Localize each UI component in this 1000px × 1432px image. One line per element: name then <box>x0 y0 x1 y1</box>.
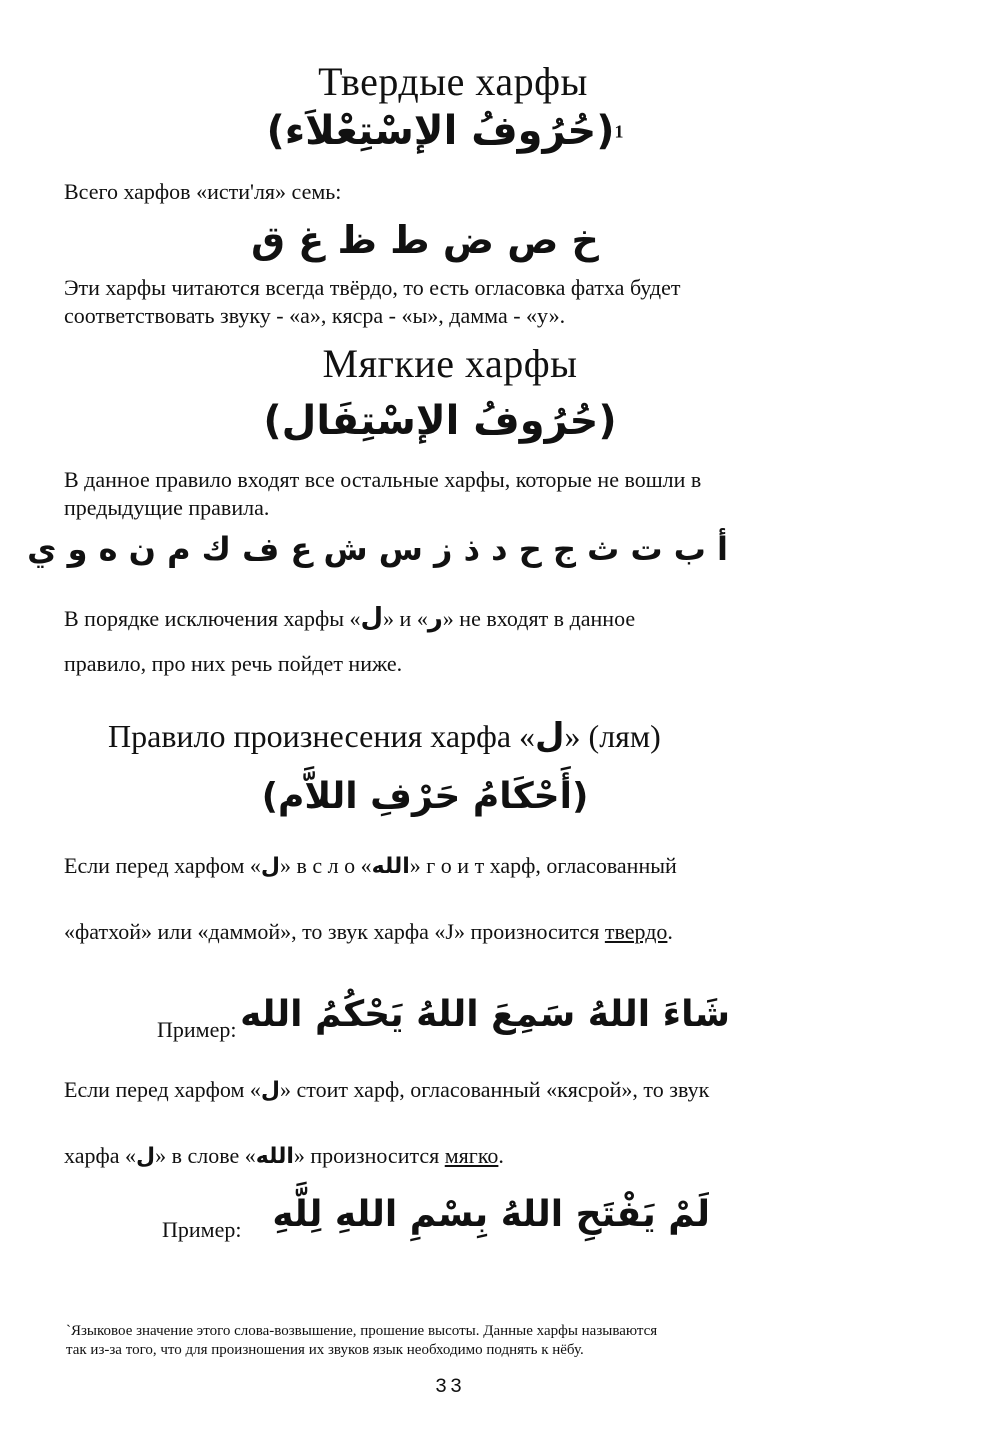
footnote-line2: так из-за того, что для произношения их звуков язык необходимо поднять к нёбу. <box>66 1342 584 1358</box>
example1-label: Пример: <box>157 1017 237 1042</box>
hard-letters-row: خ ص ض ط ظ غ ق <box>251 218 599 262</box>
rule2-allah-word: الله <box>255 1144 294 1169</box>
arabic-title-hard: (حُرُوفُ الإسْتِعْلاَء) <box>266 108 615 154</box>
exception-suffix: » не входят в данное <box>442 606 636 631</box>
example2-label: Пример: <box>162 1217 242 1242</box>
footnote-line1: `Языковое значение этого слова-возвышение, прошение высоты. Данные харфы называются <box>66 1323 658 1339</box>
rule2-line2-mid: » в слове « <box>155 1143 256 1168</box>
rule1-prefix: Если перед харфом « <box>64 853 261 878</box>
rule2-line1 <box>64 1076 709 1105</box>
exception-mid: » и « <box>383 606 428 631</box>
arabic-title-soft: (حُرُوفُ الإسْتِفَال) <box>263 398 617 444</box>
rule2-line2-prefix: харфа « <box>64 1143 136 1168</box>
rule1-line2 <box>64 918 673 946</box>
rule1-suffix: » г о и т харф, огласованный <box>409 853 677 878</box>
arabic-title-hard-block <box>0 108 890 154</box>
example2-arabic: لَمْ يَفْتَحِ اللهُ بِسْمِ اللهِ لِلَّهِ <box>272 1194 710 1235</box>
rule2-prefix: Если перед харфом « <box>64 1077 261 1102</box>
rule1-line2-prefix: «фатхой» или «даммой», то звук харфа «J» произносится <box>64 919 605 944</box>
rule1-line1 <box>64 852 677 881</box>
rule1-emphasis-hard: твердо <box>604 919 668 944</box>
exception-line1 <box>64 604 635 633</box>
hard-letters-intro: Всего харфов «исти'ля» семь: <box>64 179 342 204</box>
exception-prefix: В порядке исключения харфы « <box>64 606 361 631</box>
rule1-allah-word: الله <box>371 854 410 879</box>
section-title-lam-rule <box>108 716 661 756</box>
rule1-mid: » в с л о « <box>280 853 372 878</box>
rule1-line2-end: . <box>667 919 673 944</box>
hard-letters-text-line1: Эти харфы читаются всегда твёрдо, то есть огласовка фатха будет <box>64 275 681 300</box>
lam-title-letter: ل <box>535 716 565 756</box>
rule1-lam-letter: ل <box>260 854 280 879</box>
lam-title-prefix: Правило произнесения харфа « <box>108 718 536 754</box>
exception-ra-letter: ر <box>427 603 443 633</box>
rule2-lam-letter: ل <box>260 1078 280 1103</box>
lam-title-suffix: » (лям) <box>564 718 661 754</box>
rule2-emphasis-soft: мягко <box>444 1143 499 1168</box>
soft-letters-text-line1: В данное правило входят все остальные харфы, которые не вошли в <box>64 467 702 492</box>
footnote-mark: 1 <box>614 121 624 142</box>
rule2-line2-end: . <box>498 1143 504 1168</box>
exception-lam-letter: ل <box>360 603 384 633</box>
rule2-line2-suffix: » произносится <box>293 1143 445 1168</box>
page-number: 33 <box>434 1376 465 1399</box>
hard-letters-text-line2: соответствовать звуку - «а», кясра - «ы», дамма - «у». <box>64 303 566 328</box>
rule2-line2 <box>64 1142 504 1171</box>
rule2-line2-lam-letter: ل <box>136 1144 156 1169</box>
rule2-suffix: » стоит харф, огласованный «кясрой», то звук <box>280 1077 710 1102</box>
section-title-hard-letters: Твердые харфы <box>318 59 588 104</box>
soft-letters-text-line2: предыдущие правила. <box>64 495 270 520</box>
arabic-title-lam: (أَحْكَامُ حَرْفِ اللاَّم) <box>261 776 589 817</box>
example1-arabic: شَاءَ اللهُ سَمِعَ اللهُ يَحْكُمُ الله <box>240 994 730 1035</box>
section-title-soft-letters: Мягкие харфы <box>322 341 578 386</box>
soft-letters-row: أ ب ت ث ج ح د ذ ز س ش ع ف ك م ن ه و ي <box>27 530 728 568</box>
exception-line2: правило, про них речь пойдет ниже. <box>64 651 403 676</box>
